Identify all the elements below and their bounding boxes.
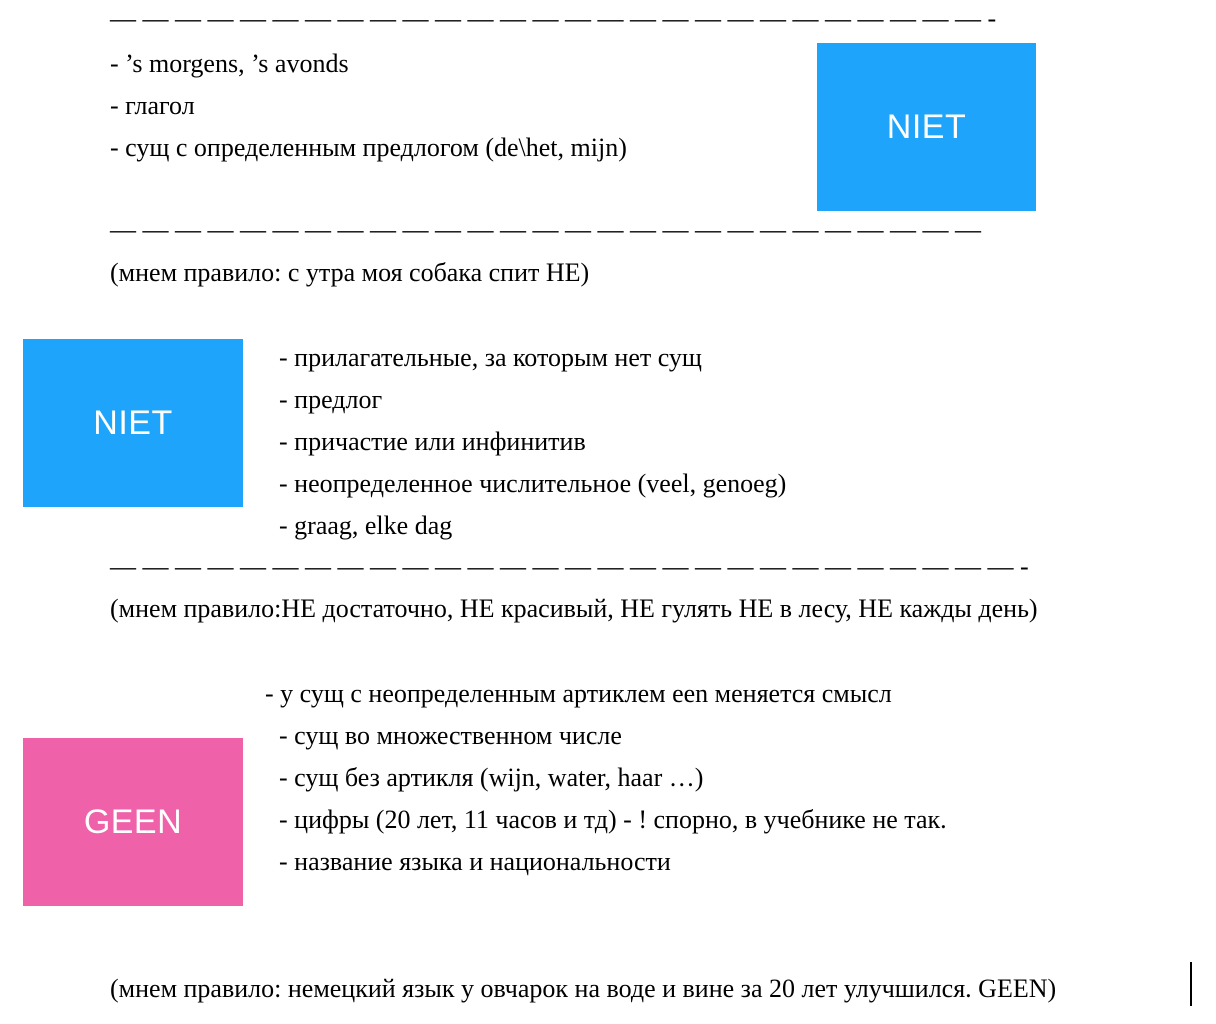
rule-item: - прилагательные, за которым нет сущ (279, 343, 702, 372)
separator: — — — — — — — — — — — — — — — — — — — — — — — — — — — (110, 215, 981, 244)
rule-item: - цифры (20 лет, 11 часов и тд) - ! спорно, в учебнике не так. (279, 805, 947, 834)
rule-item: - сущ с определенным предлогом (de\het, mijn) (110, 133, 627, 162)
niet-badge-middle: NIET (23, 339, 243, 507)
rule-item: - неопределенное числительное (veel, genoeg) (279, 469, 787, 498)
rule-item: - сущ без артикля (wijn, water, haar …) (279, 763, 704, 792)
rule-item: - название языка и национальности (279, 847, 671, 876)
rule-item: - предлог (279, 385, 383, 414)
rule-item: - у сущ с неопределенным артиклем een меняется смысл (265, 679, 892, 708)
rule-item: - graag, elke dag (279, 511, 453, 540)
mnemonic-rule: (мнем правило:НЕ достаточно, НЕ красивый, НЕ гулять НЕ в лесу, НЕ кажды день) (110, 594, 1038, 623)
separator-top: — — — — — — — — — — — — — — — — — — — — — — — — — — — - (110, 4, 997, 33)
mnemonic-rule: (мнем правило: с утра моя собака спит НЕ) (110, 258, 590, 287)
rule-item: - глагол (110, 91, 195, 120)
separator: — — — — — — — — — — — — — — — — — — — — — — — — — — — — - (110, 552, 1029, 581)
text-cursor (1190, 962, 1192, 1006)
geen-badge: GEEN (23, 738, 243, 906)
rule-item: - сущ во множественном числе (279, 721, 622, 750)
rule-item: - причастие или инфинитив (279, 427, 586, 456)
rule-item: - ’s morgens, ’s avonds (110, 49, 349, 78)
niet-badge-top: NIET (817, 43, 1036, 211)
mnemonic-rule: (мнем правило: немецкий язык у овчарок на воде и вине за 20 лет улучшился. GEEN) (110, 974, 1057, 1003)
